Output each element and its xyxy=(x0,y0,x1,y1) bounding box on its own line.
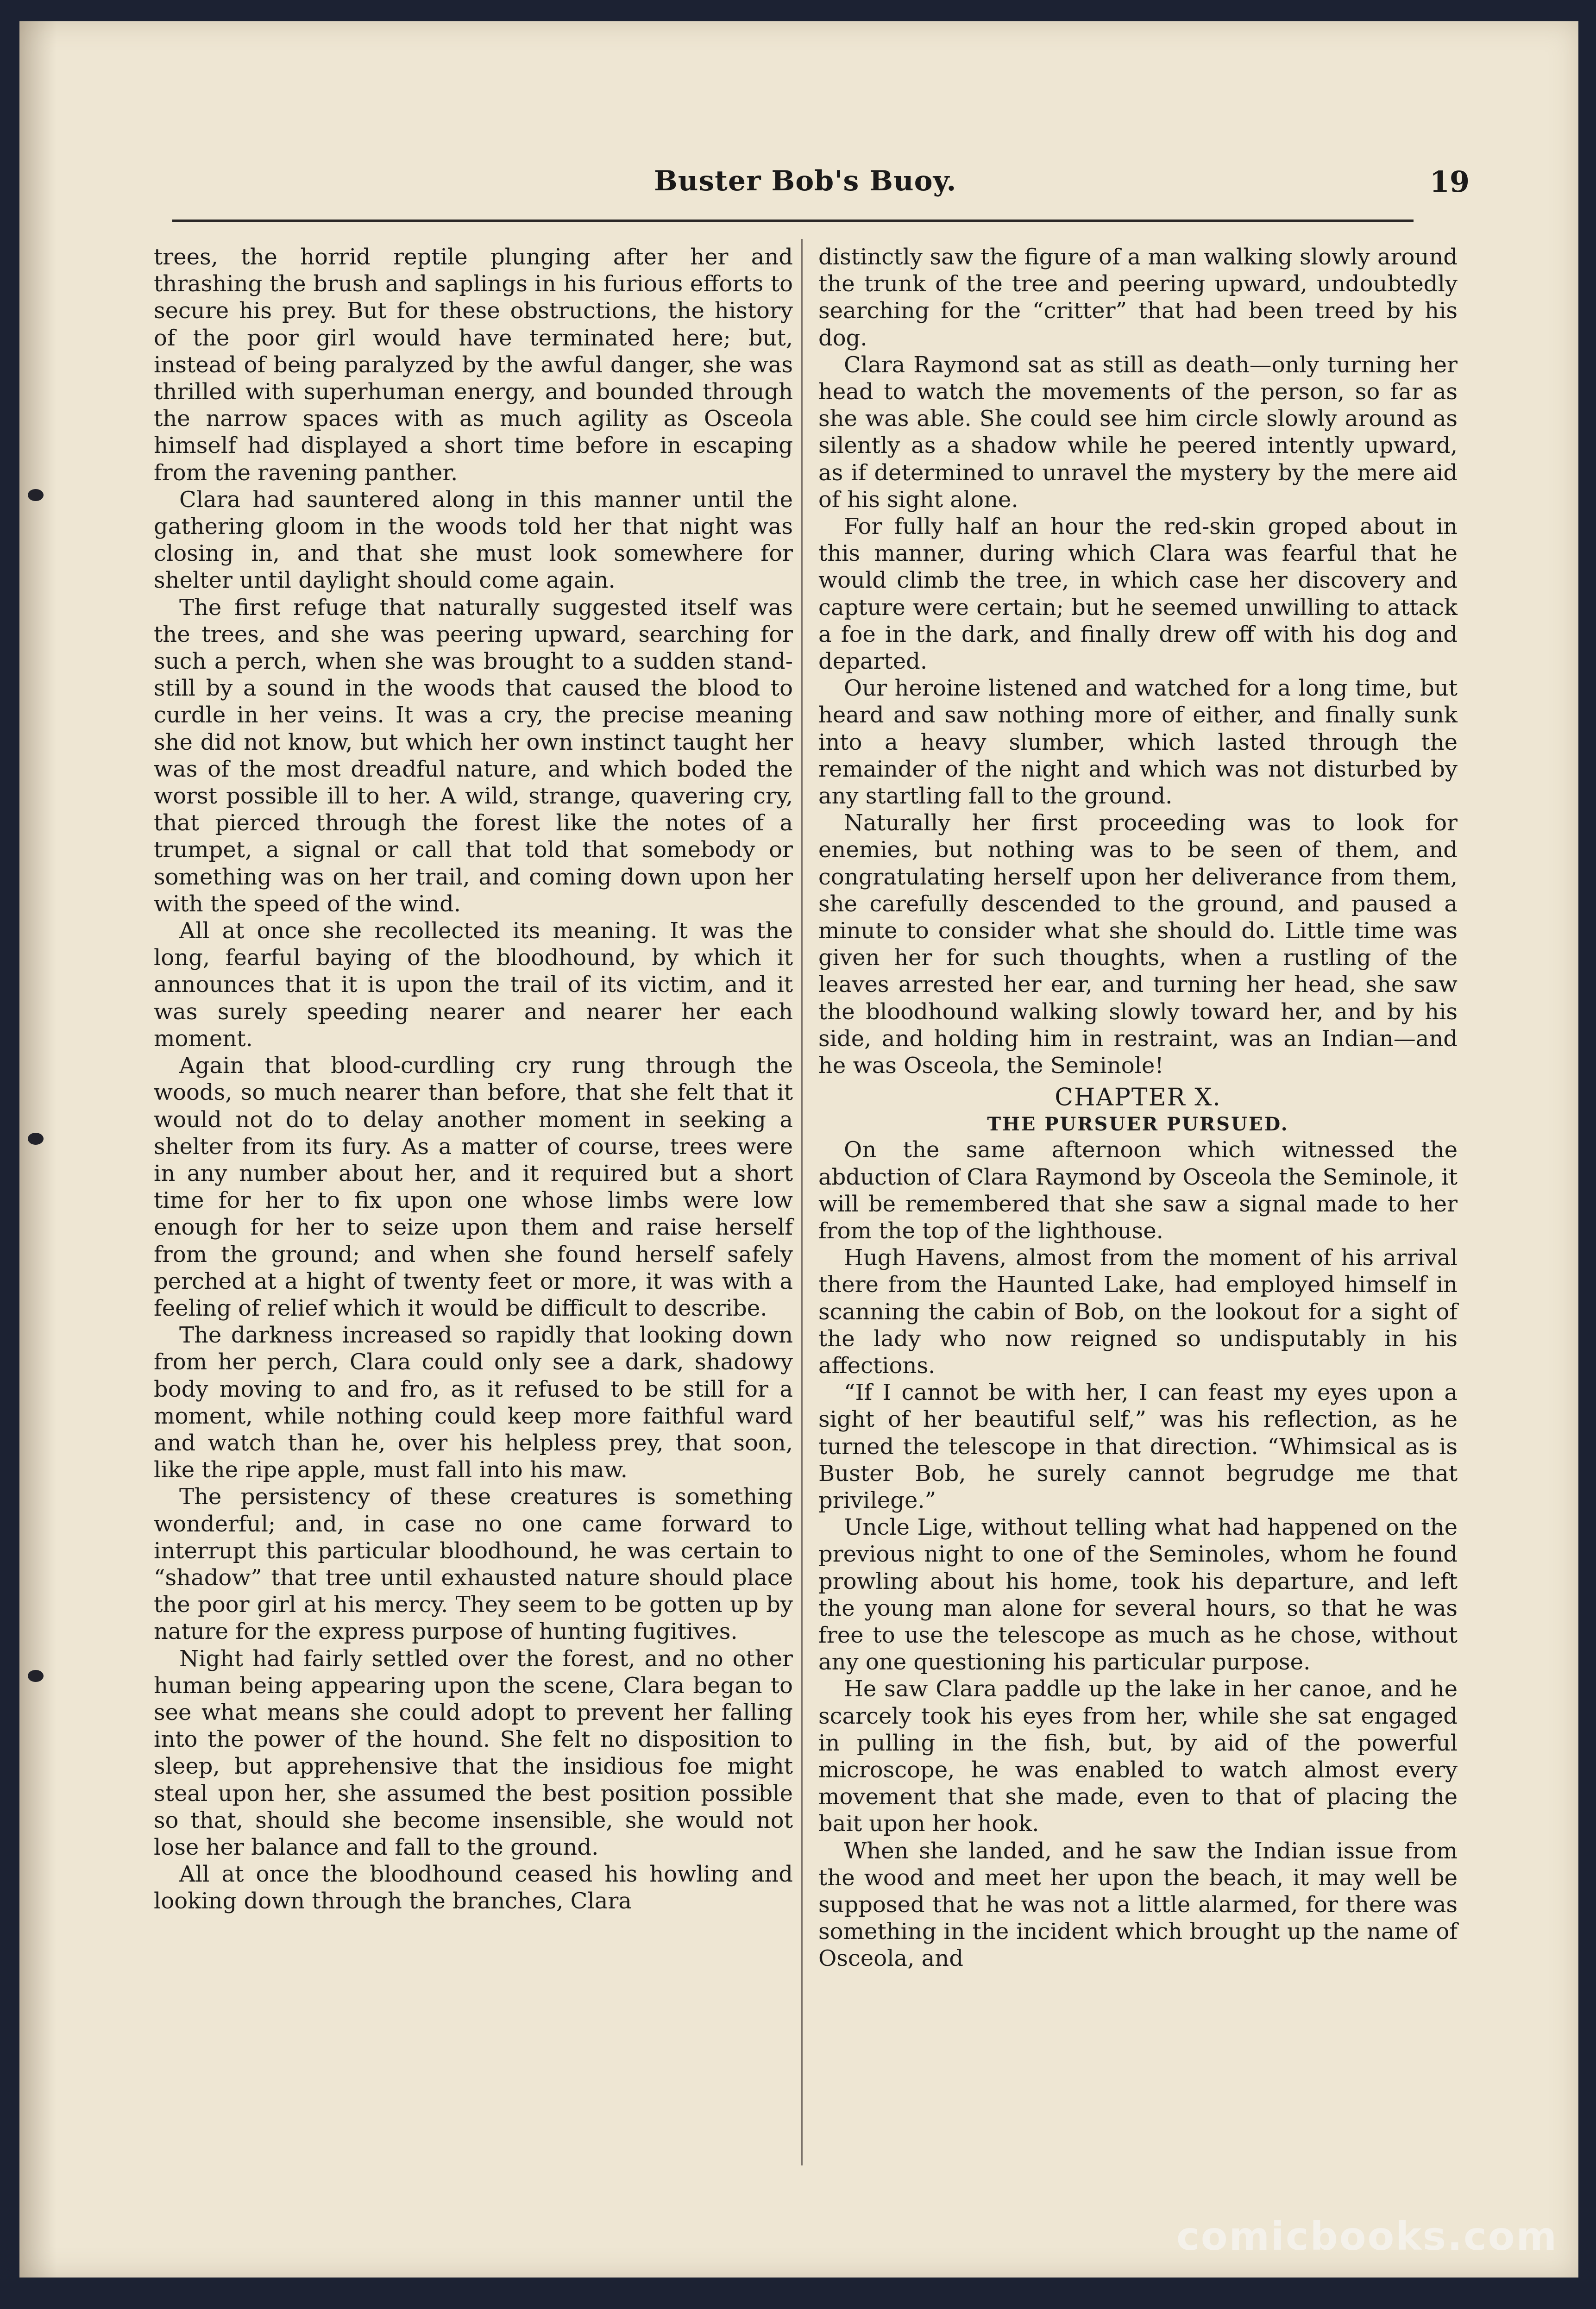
running-title: Buster Bob's Buoy. xyxy=(654,165,957,197)
paragraph: He saw Clara paddle up the lake in her canoe, and he scarcely took his eyes from her, while she sat engaged in pulling in the fish, but, by aid of the powerful microscope, he was enabled to watch almost every movement that she made, even to that of placing the bait upon her hook. xyxy=(818,1676,1458,1837)
chapter-subtitle: THE PURSUER PURSUED. xyxy=(987,1113,1289,1136)
paragraph: Again that blood-curdling cry rung through the woods, so much nearer than before, that she felt that it would not do to delay another moment in seeking a shelter from its fury. As a matter of course, trees were in any number about her, and it required but a short time for her to fix upon one whose limbs were low enough for her to seize upon them and raise herself from the ground; and when she found herself safely perched at a hight of twenty feet or more, it was with a feeling of relief which it would be difficult to describe. xyxy=(154,1053,793,1321)
binding-hole xyxy=(28,1670,44,1682)
page-spine-shadow xyxy=(19,21,57,2278)
left-column xyxy=(154,244,793,1915)
paragraph: The first refuge that naturally suggested itself was the trees, and she was peering upward, searching for such a perch, when she was brought to a sudden stand-still by a sound in the woods that caused the blood to curdle in her veins. It was a cry, the precise meaning she did not know, but which her own instinct taught her was of the most dreadful nature, and which boded the worst possible ill to her. A wild, strange, quavering cry, that pierced through the forest like the notes of a trumpet, a signal or call that told that somebody or something was on her trail, and coming down upon her with the speed of the wind. xyxy=(154,594,793,917)
page-number: 19 xyxy=(1429,165,1470,199)
running-header xyxy=(635,162,1469,207)
paragraph: Naturally her first proceeding was to look for enemies, but nothing was to be seen of them, and congratulating herself upon her deliverance from them, she carefully descended to the ground, and paused a minute to consider what she should do. Little time was given her for such thoughts, when a rustling of the leaves arrested her ear, and turning her head, she saw the bloodhound walking slowly toward her, and by his side, and holding him in restraint, was an Indian—and he was Osceola, the Seminole! xyxy=(818,810,1458,1079)
paragraph: Uncle Lige, without telling what had happened on the previous night to one of the Seminoles, whom he found prowling about his home, took his departure, and left the young man alone for several hours, so that he was free to use the telescope as much as he chose, without any one questioning his particular purpose. xyxy=(818,1514,1458,1675)
chapter-heading: CHAPTER X. xyxy=(1055,1084,1221,1112)
book-page xyxy=(19,21,1578,2278)
paragraph: “If I cannot be with her, I can feast my eyes upon a sight of her beautiful self,” was his reflection, as he turned the telescope in that direction. “Whimsical as is Buster Bob, he surely cannot begrudge me that privilege.” xyxy=(818,1380,1458,1513)
paragraph: Night had fairly settled over the forest, and no other human being appearing upon the scene, Clara began to see what means she could adopt to prevent her falling into the power of the hound. She felt no disposition to sleep, but apprehensive that the insidious foe might steal upon her, she assumed the best position possible so that, should she become insensible, she would not lose her balance and fall to the ground. xyxy=(154,1645,793,1860)
paragraph: distinctly saw the figure of a man walking slowly around the trunk of the tree and peering upward, undoubtedly searching for the “critter” that had been treed by his dog. xyxy=(818,244,1458,351)
paragraph: The persistency of these creatures is something wonderful; and, in case no one came forward to interrupt this particular bloodhound, he was certain to “shadow” that tree until exhausted nature should place the poor girl at his mercy. They seem to be gotten up by nature for the express purpose of hunting fugitives. xyxy=(154,1484,793,1645)
binding-hole xyxy=(28,1133,44,1145)
site-watermark: comicbooks.com xyxy=(1176,2214,1558,2259)
paragraph: On the same afternoon which witnessed the abduction of Clara Raymond by Osceola the Seminole, it will be remembered that she saw a signal made to her from the top of the lighthouse. xyxy=(818,1137,1458,1244)
paragraph: The darkness increased so rapidly that looking down from her perch, Clara could only see a dark, shadowy body moving to and fro, as it refused to be still for a moment, while nothing could keep more faithful ward and watch than he, over his helpless prey, that soon, like the ripe apple, must fall into his maw. xyxy=(154,1322,793,1483)
header-rule xyxy=(172,220,1414,222)
paragraph: trees, the horrid reptile plunging after her and thrashing the brush and saplings in his furious efforts to secure his prey. But for these obstructions, the history of the poor girl would have terminated here; but, instead of being paralyzed by the awful danger, she was thrilled with superhuman energy, and bounded through the narrow spaces with as much agility as Osceola himself had displayed a short time before in escaping from the ravening panther. xyxy=(154,244,793,486)
right-column xyxy=(818,244,1458,1972)
paragraph: All at once the bloodhound ceased his howling and looking down through the branches, Clara xyxy=(154,1861,793,1914)
paragraph: Clara had sauntered along in this manner until the gathering gloom in the woods told her that night was closing in, and that she must look somewhere for shelter until daylight should come again. xyxy=(154,486,793,594)
paragraph: All at once she recollected its meaning. It was the long, fearful baying of the bloodhound, by which it announces that it is upon the trail of its victim, and it was surely speeding nearer and nearer her each moment. xyxy=(154,918,793,1052)
paragraph: When she landed, and he saw the Indian issue from the wood and meet her upon the beach, it may well be supposed that he was not a little alarmed, for there was something in the incident which brought up the name of Osceola, and xyxy=(818,1838,1458,1972)
paragraph: Our heroine listened and watched for a long time, but heard and saw nothing more of either, and finally sunk into a heavy slumber, which lasted through the remainder of the night and which was not disturbed by any startling fall to the ground. xyxy=(818,675,1458,809)
paragraph: Clara Raymond sat as still as death—only turning her head to watch the movements of the person, so far as she was able. She could see him circle slowly around as silently as a shadow while he peered intently upward, as if determined to unravel the mystery by the mere aid of his sight alone. xyxy=(818,351,1458,513)
paragraph: Hugh Havens, almost from the moment of his arrival there from the Haunted Lake, had employed himself in scanning the cabin of Bob, on the lookout for a sight of the lady who now reigned so undisputably in his affections. xyxy=(818,1245,1458,1379)
column-divider xyxy=(801,239,803,2165)
binding-hole xyxy=(28,489,44,501)
paragraph: For fully half an hour the red-skin groped about in this manner, during which Clara was fearful that he would climb the tree, in which case her discovery and capture were certain; but he seemed unwilling to attack a foe in the dark, and finally drew off with his dog and departed. xyxy=(818,514,1458,675)
